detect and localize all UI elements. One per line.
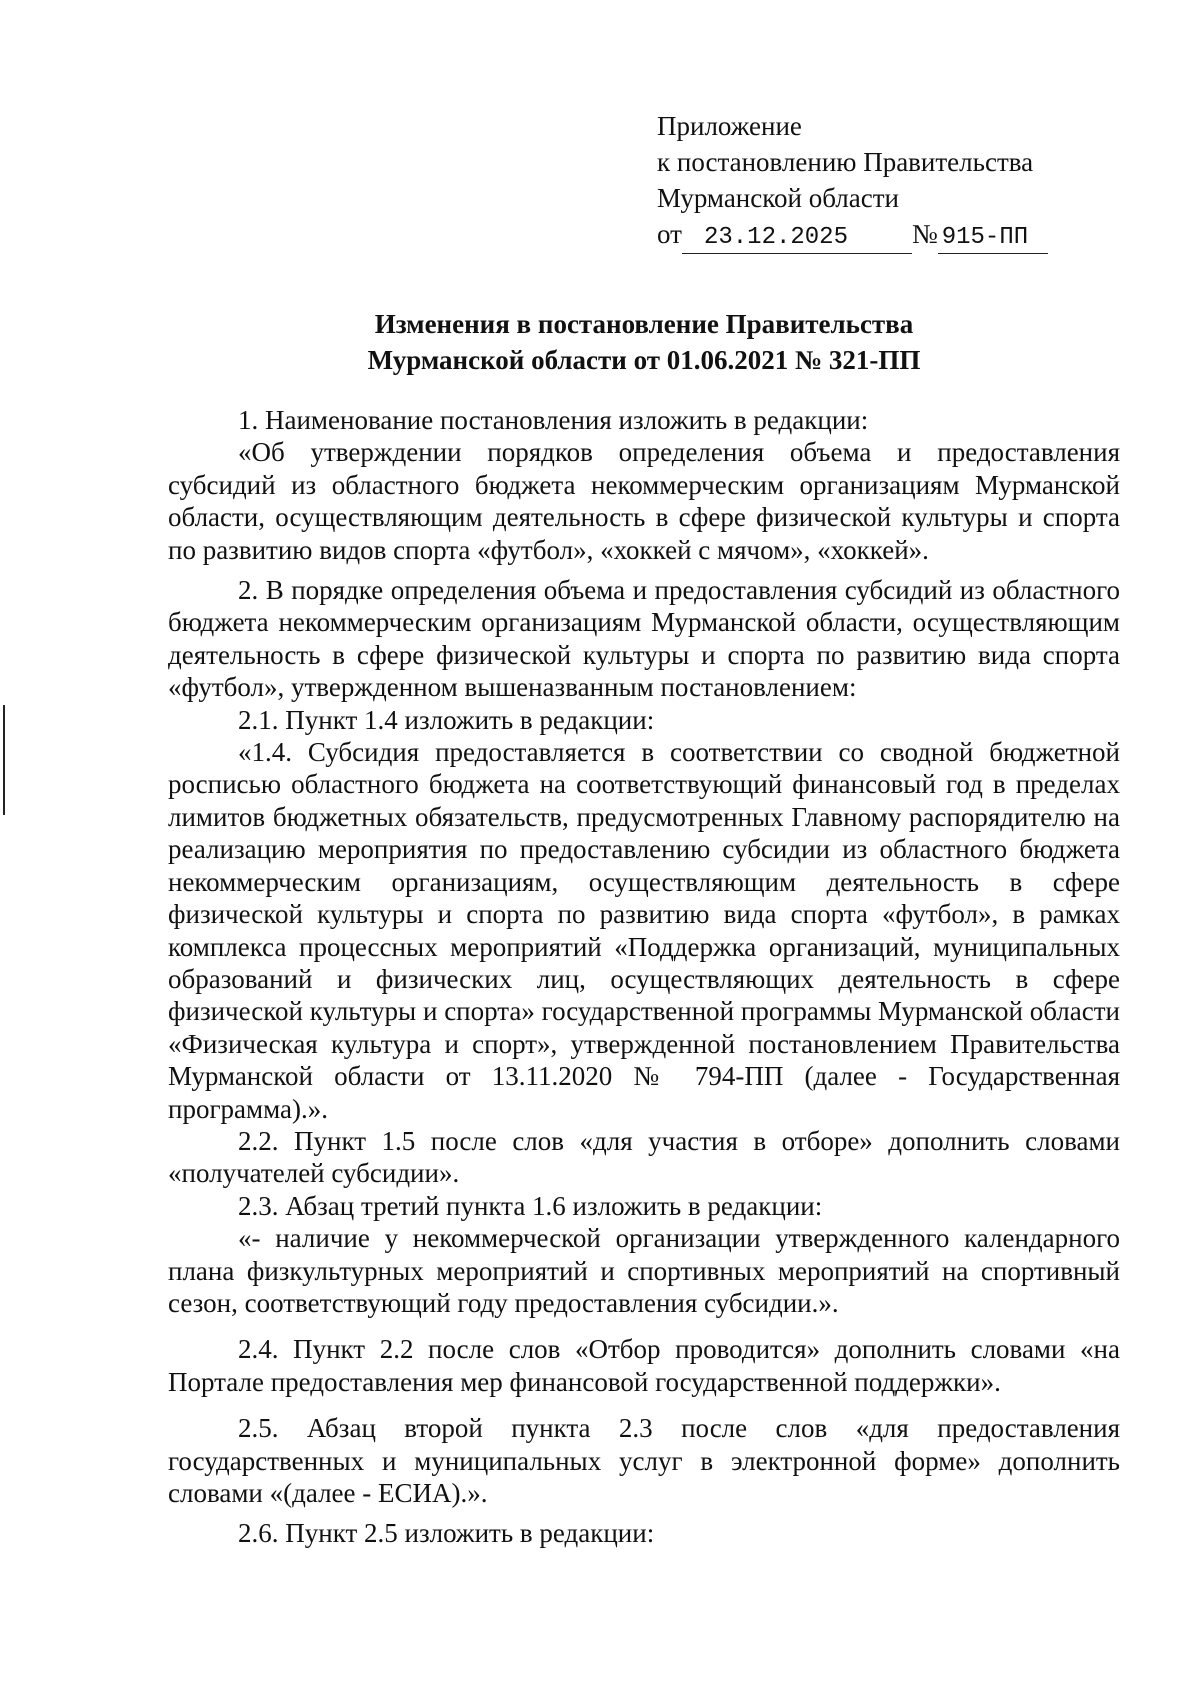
paragraph: 2. В порядке определения объема и предоставления субсидий из областного бюджета некоммерческим организациям Мурманской области, осуществляющим деятельность в сфере физической культуры и спорта по развитию вида спорта «футбол», утвержденном вышеназванным постановлением: (168, 575, 1120, 703)
document-title (170, 306, 1118, 378)
number-prefix: № (911, 219, 938, 249)
document-body (168, 404, 1120, 1550)
appendix-title: Приложение (657, 111, 802, 141)
paragraph: 2.2. Пункт 1.5 после слов «для участия в отборе» дополнить словами «получателей субсидии». (168, 1125, 1120, 1189)
appendix-region: Мурманской области (657, 183, 899, 213)
title-line-2: Мурманской области от 01.06.2021 № 321-ПП (367, 345, 921, 375)
paragraph: 2.4. Пункт 2.2 после слов «Отбор проводится» дополнить словами «на Портале предоставления мер финансовой государственной поддержки». (168, 1334, 1120, 1397)
paragraph: «1.4. Субсидия предоставляется в соответствии со сводной бюджетной росписью областного бюджета на соответствующий финансовый год в пределах лимитов бюджетных обязательств, предусмотренных Главному распорядителю на реализацию мероприятия по предоставлению субсидии из областного бюджета некоммерческим организациям, осуществляющим деятельность в сфере физической культуры и спорта по развитию вида спорта «футбол», в рамках комплекса процессных мероприятий «Поддержка организаций, муниципальных образований и физических лиц, осуществляющих деятельность в сфере физической культуры и спорта» государственной программы Мурманской области «Физическая культура и спорт», утвержденной постановлением Правительства Мурманской области от 13.11.2020 № 794-ПП (далее - Государственная программа).». (168, 737, 1120, 1124)
paragraph: 2.6. Пункт 2.5 изложить в редакции: (238, 1518, 655, 1549)
date-value: 23.12.2025 (682, 223, 912, 254)
paragraph: 1. Наименование постановления изложить в редакции: (238, 405, 869, 435)
title-line-1: Изменения в постановление Правительства (374, 309, 914, 339)
appendix-date-line (657, 216, 1077, 254)
paragraph: 2.3. Абзац третий пункта 1.6 изложить в редакции: (238, 1190, 823, 1221)
paragraph: «- наличие у некоммерческой организации утвержденного календарного плана физкультурных мероприятий и спортивных мероприятий на спортивный сезон, соответствующий году предоставления субсидии.». (168, 1223, 1120, 1318)
paragraph: «Об утверждении порядков определения объема и предоставления субсидий из областного бюджета некоммерческим организациям Мурманской области, осуществляющим деятельность в сфере физической культуры и спорта по развитию видов спорта «футбол», «хоккей с мячом», «хоккей». (168, 437, 1120, 565)
number-value: 915-ПП (938, 223, 1048, 254)
scan-edge-mark (3, 705, 5, 815)
paragraph: 2.5. Абзац второй пункта 2.3 после слов «для предоставления государственных и муниципальных услуг в электронной форме» дополнить словами «(далее - ЕСИА).». (168, 1413, 1120, 1508)
paragraph: 2.1. Пункт 1.4 изложить в редакции: (238, 704, 655, 735)
appendix-header (657, 108, 1077, 254)
appendix-ref: к постановлению Правительства (657, 147, 1034, 177)
date-prefix: от (657, 219, 682, 249)
